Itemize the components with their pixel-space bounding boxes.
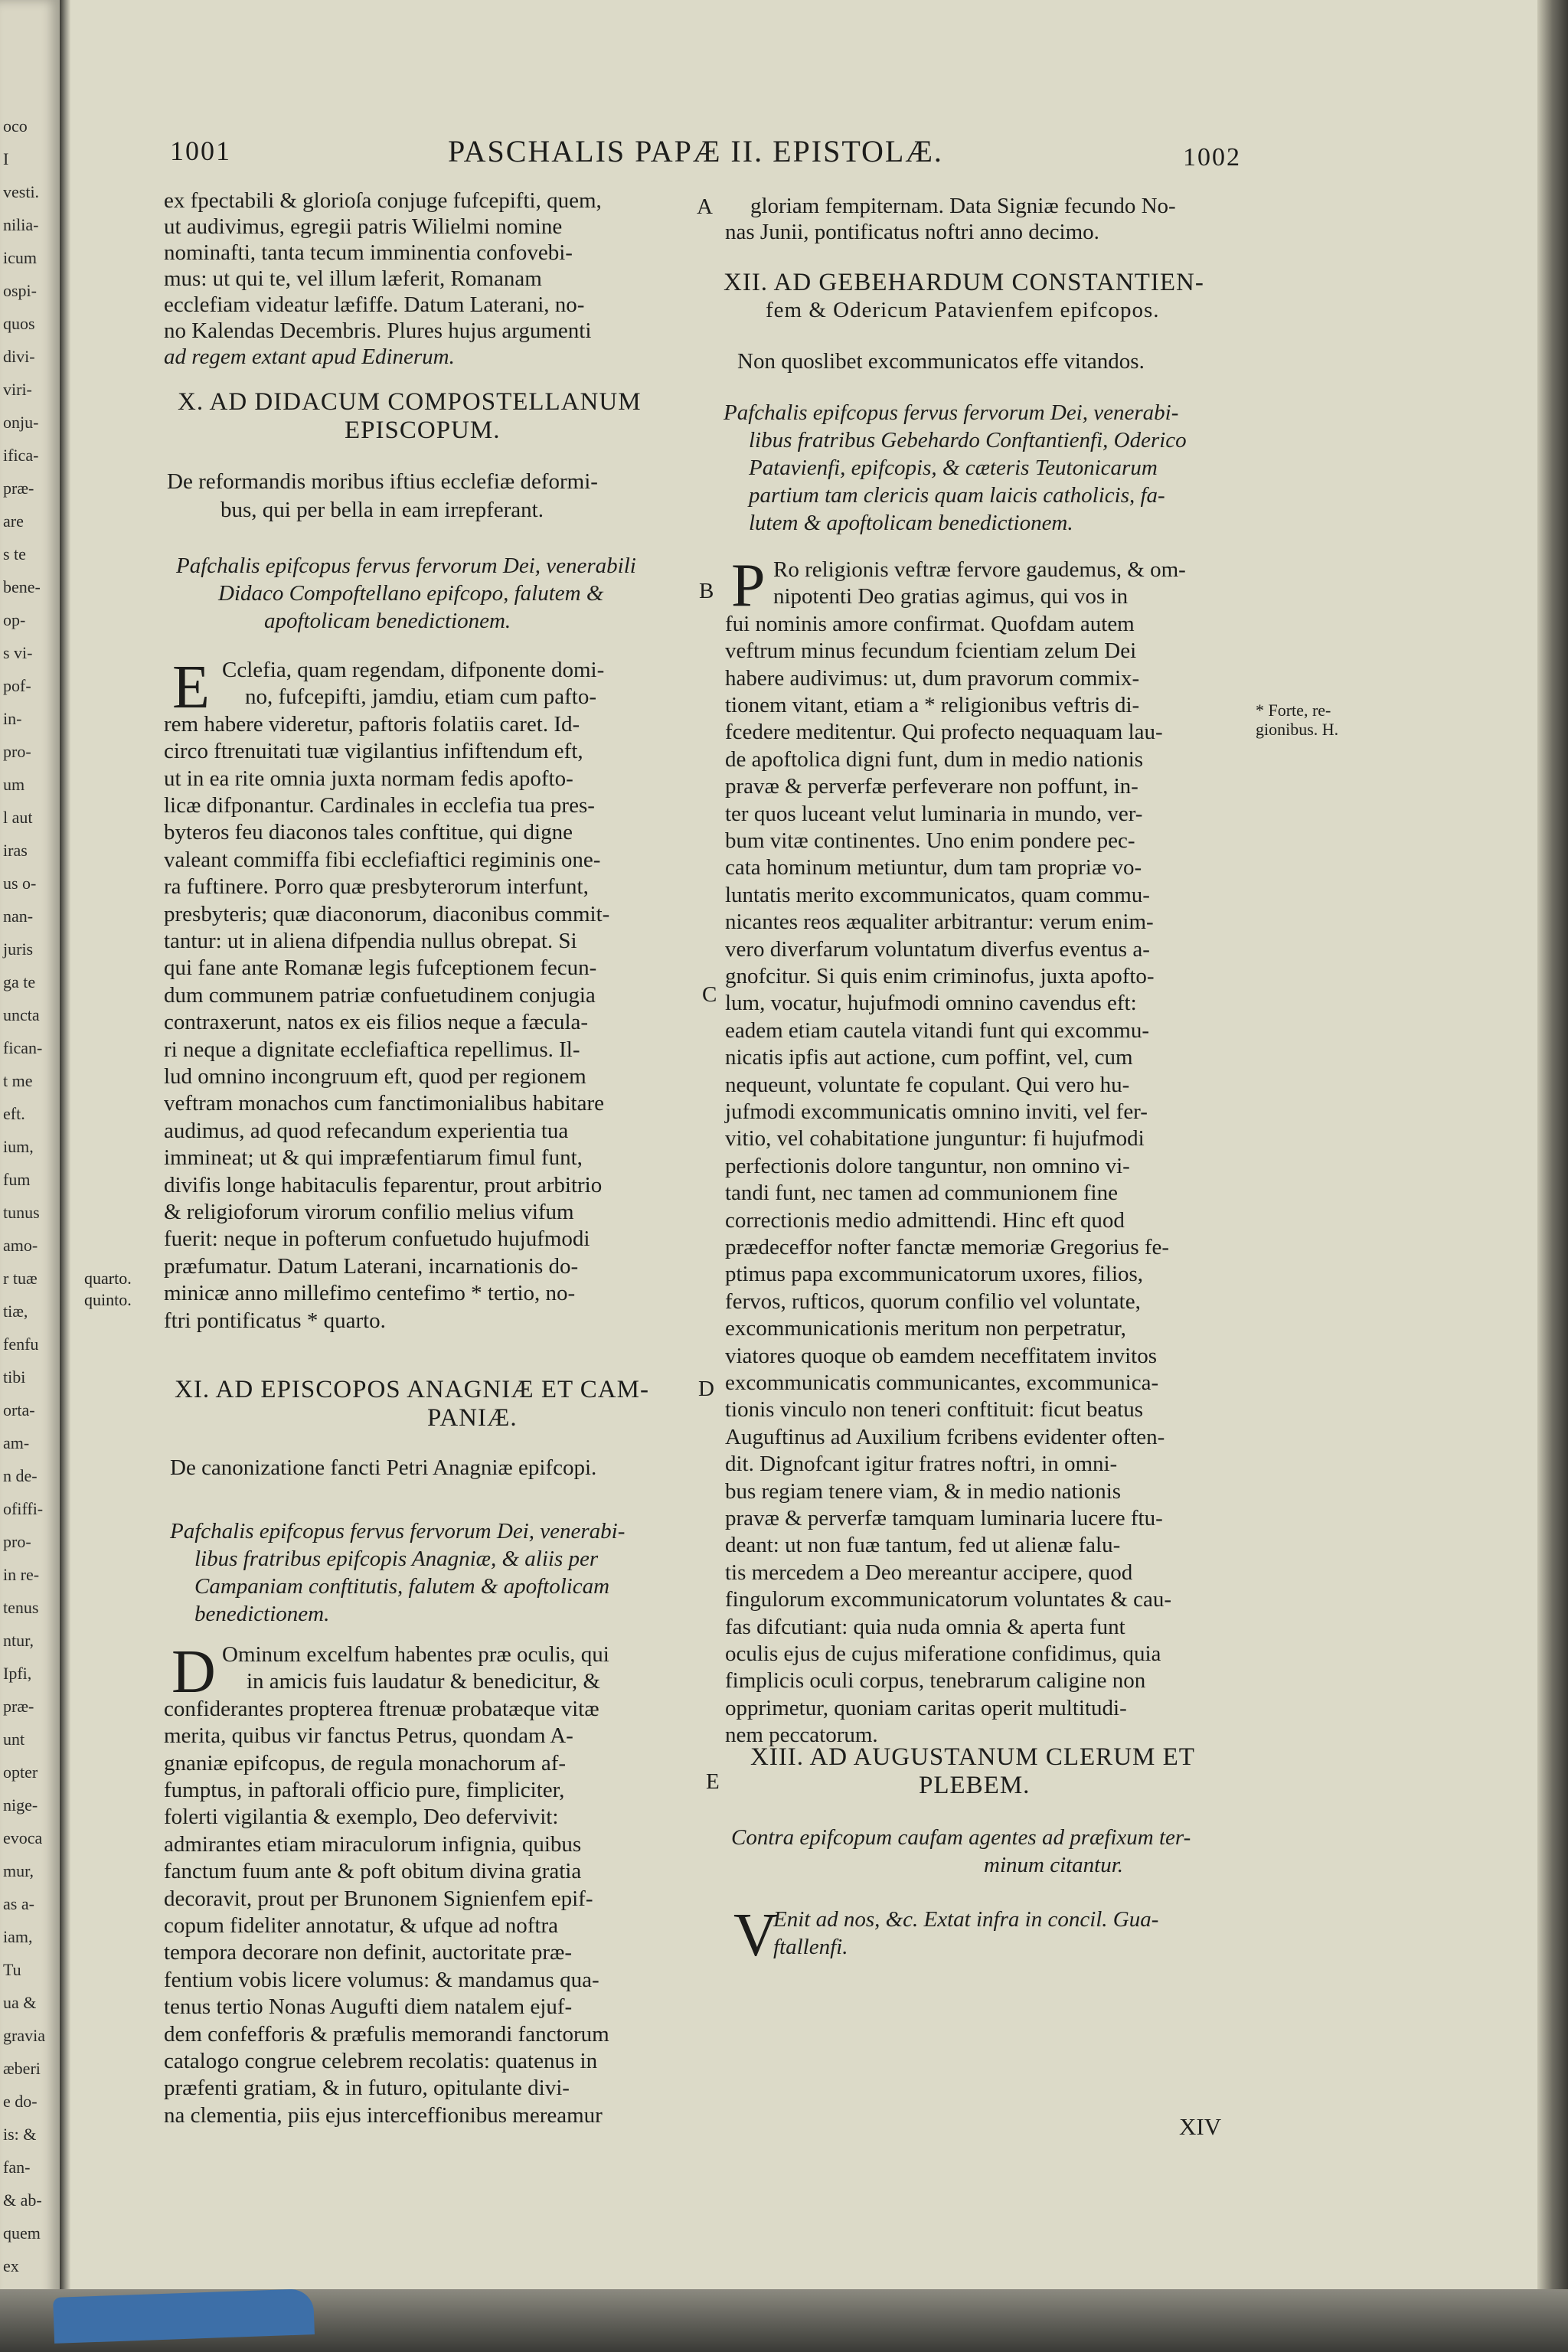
body-line: ter quos luceant velut luminaria in mundo, ver- (725, 801, 1143, 826)
left-page-fragment: ntur, (3, 1631, 34, 1650)
left-page-fragment: nige- (3, 1795, 38, 1815)
left-page-fragment: pro- (3, 1532, 31, 1551)
body-line: confiderantes propterea ftrenuæ probatæque vitæ (164, 1696, 599, 1721)
body-line: Ominum excelfum habentes præ oculis, qui (222, 1642, 609, 1667)
left-page-fragment: pro- (3, 742, 31, 761)
body-line: præfumatur. Datum Laterani, incarnationis do- (164, 1253, 579, 1279)
page-number-right: 1002 (1183, 143, 1241, 172)
body-line: de apoftolica digni funt, dum in medio nationis (725, 746, 1144, 772)
body-line: excommunicationis meritum non perpetratur, (725, 1316, 1126, 1341)
body-line: gnofcitur. Si quis enim criminofus, juxta apofto- (725, 964, 1155, 988)
body-line: bus regiam tenere viam, & in medio nationis (725, 1478, 1122, 1504)
salutation: Pafchalis epifcopus fervus fervorum Dei, venerabi- (170, 1519, 626, 1544)
left-page-fragment: nan- (3, 906, 34, 926)
left-page-fragment: are (3, 511, 24, 531)
body-line: excommunicatis communicantes, excommunica- (725, 1370, 1159, 1395)
left-page-fragment: ua & (3, 1993, 37, 2012)
body-line: presbyteris; quæ diaconorum, diaconibus commit- (164, 901, 610, 926)
body-line: nicantes reos æqualiter arbitrantur: verum enim- (725, 910, 1154, 935)
left-page-fragment: opter (3, 1762, 38, 1782)
section-heading: XI. AD EPISCOPOS ANAGNIÆ ET CAM- (175, 1376, 649, 1403)
body-line: opprimetur, quoniam caritas operit multitudi- (725, 1695, 1127, 1720)
body-line: lum, vocatur, hujufmodi omnino cavendus eft: (725, 991, 1137, 1016)
left-page-fragment: præ- (3, 479, 34, 498)
left-page-fragment: op- (3, 610, 26, 629)
left-page-fragment: quem (3, 2223, 41, 2243)
left-page-fragment: vesti. (3, 182, 40, 201)
body-line: bum vitæ continentes. Uno enim pondere pec- (725, 828, 1135, 853)
blue-bookmark (53, 2288, 315, 2344)
body-line: no, fufcepifti, jamdiu, etiam cum pafto- (245, 684, 597, 710)
body-line: fingulorum excommunicatorum voluntates & cau- (725, 1587, 1172, 1612)
body-line: dum communem patriæ confuetudinem conjugia (164, 982, 596, 1008)
left-page-fragment: s vi- (3, 643, 33, 662)
salutation: Pafchalis epifcopus fervus fervorum Dei, venerabi- (724, 400, 1179, 425)
left-page-fragment: uncta (3, 1005, 40, 1024)
left-page-fragment: evoca (3, 1828, 43, 1847)
left-page-fragment: in re- (3, 1565, 40, 1584)
body-line: Ro religionis veftræ fervore gaudemus, & om- (773, 557, 1186, 582)
left-page-fragment: ifica- (3, 446, 39, 465)
body-line: pravæ & perverfæ tamquam luminaria lucere ftu- (725, 1506, 1163, 1530)
body-line: fentium vobis licere volumus: & mandamus qua- (164, 1967, 599, 1992)
body-line: tionem vitant, etiam a * religionibus veftris di- (725, 693, 1140, 717)
body-line: gloriam fempiternam. Data Signiæ fecundo No- (750, 194, 1176, 218)
page-number-left: 1001 (170, 136, 231, 166)
left-page-fragment: tenus (3, 1598, 39, 1617)
left-page-fragment: ium, (3, 1137, 34, 1156)
left-page-fragment: fenfu (3, 1334, 39, 1354)
section-heading: fem & Odericum Patavienfem epifcopos. (766, 298, 1160, 322)
salutation: Didaco Compoftellano epifcopo, falutem & (218, 581, 604, 606)
body-line: rem habere videretur, paftoris folatiis caret. Id- (164, 711, 580, 737)
body-line: fuerit: neque in pofterum confuetudo hujufmodi (164, 1227, 590, 1252)
section-summary: Contra epifcopum caufam agentes ad præfixum ter- (731, 1825, 1191, 1850)
body-line: Auguftinus ad Auxilium fcribens evidenter often- (725, 1424, 1165, 1449)
left-page-fragment: e do- (3, 2092, 38, 2111)
body-line: fanctum fuum ante & poft obitum divina gratia (164, 1859, 582, 1884)
left-page-fragment: juris (3, 939, 34, 959)
body-line: eadem etiam cautela vitandi funt qui excommu- (725, 1018, 1150, 1043)
body-line: fumptus, in paftorali officio pure, fimpliciter, (164, 1778, 565, 1802)
body-line: tis mercedem a Deo mereantur accipere, quod (725, 1560, 1133, 1585)
left-page-fragment: fum (3, 1170, 31, 1189)
body-line: audimus, ad quod refecandum experientia tua (164, 1118, 569, 1143)
body-line: lud omnino incongruum eft, quod per regionem (164, 1064, 586, 1089)
section-summary: bus, qui per bella in eam irrepferant. (220, 498, 544, 522)
salutation: lutem & apoftolicam benedictionem. (749, 511, 1073, 535)
left-page-fragment: eft. (3, 1104, 25, 1123)
body-line: nicatis ipfis aut actione, cum poffint, vel, cum (725, 1045, 1133, 1070)
body-line: tionis vinculo non teneri conftituit: ficut beatus (725, 1397, 1144, 1423)
body-line: tantur: ut in aliena difpendia nullus obrepat. Si (164, 929, 577, 953)
left-page-fragment: unt (3, 1730, 25, 1749)
body-line: contraxerunt, natos ex eis filios neque a fæcula- (164, 1010, 589, 1035)
body-line: habere audivimus: ut, dum pravorum commix- (725, 665, 1140, 691)
margin-note: quinto. (84, 1290, 132, 1309)
body-line: pravæ & perverfæ perfeverare non poffunt, in- (725, 774, 1138, 799)
left-page-fragment: fican- (3, 1038, 43, 1057)
left-page-fragment: I (3, 149, 9, 168)
left-page-fragment: & ab- (3, 2190, 42, 2210)
body-line: perfectionis dolore tanguntur, non omnino vi- (725, 1153, 1130, 1178)
left-page-fragment: bene- (3, 577, 41, 596)
body-line: fcedere meditentur. Qui profecto nequaquam lau- (725, 720, 1163, 745)
body-line: fui nominis amore confirmat. Quofdam autem (725, 611, 1135, 636)
left-page-fragment: icum (3, 248, 37, 267)
left-page-fragment: amo- (3, 1236, 38, 1255)
body-line: fas difcutiant: quia nuda omnia & aperta funt (725, 1614, 1125, 1639)
left-page-fragment: r tuæ (3, 1269, 38, 1288)
body-line: copum fideliter annotatur, & ufque ad noftra (164, 1913, 559, 1938)
body-line: fimplicis oculi corpus, tenebrarum caligine non (725, 1668, 1146, 1694)
running-title: PASCHALIS PAPÆ II. EPISTOLÆ. (448, 134, 943, 168)
salutation: partium tam clericis quam laicis catholicis, fa- (749, 483, 1165, 508)
body-line: byteros feu diaconos tales conftitue, qui digne (164, 820, 573, 845)
body-line: ptimus papa excommunicatorum uxores, filios, (725, 1262, 1144, 1287)
left-page-fragment: ex (3, 2256, 19, 2275)
body-line: præfenti gratiam, & in futuro, opitulante divi- (164, 2076, 570, 2101)
body-line: qui fane ante Romanæ legis fufceptionem fecun- (164, 956, 597, 981)
salutation: apoftolicam benedictionem. (264, 609, 511, 633)
left-page-fragment: in- (3, 709, 22, 728)
body-line: minicæ anno millefimo centefimo * tertio, no- (164, 1281, 576, 1306)
body-line: merita, quibus vir fanctus Petrus, quondam A- (164, 1723, 573, 1749)
left-page-fragment: divi- (3, 347, 35, 366)
body-line: prædeceffor nofter fanctæ memoriæ Gregorius fe- (725, 1235, 1170, 1259)
left-page-fragment: oco (3, 116, 28, 136)
body-line: tenus tertio Nonas Augufti diem natalem ejuf- (164, 1994, 573, 2020)
body-line: na clementia, piis ejus interceffionibus mereamur (164, 2102, 603, 2128)
left-page-fragment: mur, (3, 1861, 34, 1880)
body-line: mus: ut qui te, vel illum læferit, Romanam (164, 266, 542, 291)
section-summary: De canonizatione fancti Petri Anagniæ epifcopi. (170, 1455, 597, 1480)
left-page-fragment: tibi (3, 1367, 26, 1387)
left-page-fragment: l aut (3, 808, 33, 827)
salutation: Campaniam conftitutis, falutem & apoftolicam (194, 1574, 610, 1599)
section-heading: XII. AD GEBEHARDUM CONSTANTIEN- (724, 269, 1204, 296)
left-page-edge (0, 0, 60, 2352)
body-line: nequeunt, voluntate fe copulant. Qui vero hu- (725, 1072, 1130, 1097)
body-line: cata hominum metiuntur, dum tam propriæ vo- (725, 855, 1142, 880)
left-page-fragment: præ- (3, 1697, 34, 1716)
left-page-fragment: Tu (3, 1960, 21, 1979)
body-line: fervos, rufticos, quorum confilio vel voluntate, (725, 1289, 1141, 1314)
drop-cap: E (172, 654, 210, 721)
body-line: immineat; ut & qui impræfentiarum fimul funt, (164, 1145, 583, 1171)
left-page-fragment: ospi- (3, 281, 37, 300)
body-line: correctionis medio admittendi. Hinc eft quod (725, 1207, 1125, 1233)
section-summary: Non quoslibet excommunicatos effe vitandos. (737, 349, 1145, 374)
body-line: ex fpectabili & glorioſa conjuge fufcepifti, quem, (164, 188, 602, 213)
section-letter: B (699, 579, 714, 603)
left-page-fragment: is: & (3, 2125, 37, 2144)
left-page-fragment: iam, (3, 1927, 33, 1946)
body-line: admirantes etiam miraculorum infignia, quibus (164, 1831, 582, 1857)
body-line: ftri pontificatus * quarto. (164, 1308, 386, 1333)
left-page-fragment: gravia (3, 2026, 45, 2045)
left-page-fragment: Ipfi, (3, 1664, 32, 1683)
body-line: ut in ea rite omnia juxta normam fedis apofto- (164, 766, 573, 791)
section-heading: XIII. AD AUGUSTANUM CLERUM ET (750, 1743, 1195, 1771)
right-page-edge (1537, 0, 1568, 2352)
left-page-fragment: pof- (3, 676, 31, 695)
section-summary: minum citantur. (984, 1853, 1124, 1877)
body-line: jufmodi excommunicatis omnino inviti, vel fer- (725, 1099, 1148, 1124)
left-page-fragment: n de- (3, 1466, 38, 1485)
body-line: ut audivimus, egregii patris Wilielmi nomine (164, 214, 563, 239)
left-page-fragment: fan- (3, 2158, 31, 2177)
body-line: decoravit, prout per Brunonem Signienfem epif- (164, 1886, 593, 1911)
left-page-fragment: nilia- (3, 215, 39, 234)
body-line: nem peccatorum. (725, 1723, 878, 1748)
body-line: ri neque a dignitate ecclefiaftica repellimus. Il- (164, 1037, 580, 1062)
body-line: viatores quoque ob eamdem neceffitatem invitos (725, 1343, 1157, 1368)
body-line: vero diverfarum voluntatum diverfus eventus a- (725, 936, 1150, 962)
body-line: nominafti, tanta tecum imminentia confovebi- (164, 240, 573, 265)
body-line: folerti vigilantia & exemplo, Deo defervivit: (164, 1805, 559, 1830)
book-gutter (60, 0, 70, 2352)
body-line: luntatis merito excommunicatos, quam commu- (725, 882, 1150, 907)
left-page-fragment: am- (3, 1433, 30, 1452)
body-line: nas Junii, pontificatus noftri anno decimo. (725, 220, 1099, 244)
salutation: Pafchalis epifcopus fervus fervorum Dei, venerabili (176, 554, 636, 578)
left-page-fragment: s te (3, 544, 26, 564)
body-line: oculis ejus de cujus miferatione confidimus, quia (725, 1642, 1161, 1666)
drop-cap: V (733, 1902, 778, 1969)
body-line: ad regem extant apud Edinerum. (164, 345, 455, 369)
section-letter: D (698, 1377, 714, 1401)
body-line: valeant commiffa fibi ecclefiaftici regiminis one- (164, 847, 601, 872)
body-line: ftallenfi. (773, 1935, 848, 1959)
left-page-fragment: iras (3, 841, 28, 860)
left-page-fragment: um (3, 775, 25, 794)
margin-note: * Forte, re- (1256, 701, 1331, 720)
body-line: veftrum minus fecundum fcientiam zelum Dei (725, 639, 1137, 664)
section-summary: De reformandis moribus iftius ecclefiæ deformi- (167, 469, 598, 494)
body-line: circo ftrenuitati tuæ vigilantius infiftendum eft, (164, 739, 583, 764)
body-line: tandi funt, nec tamen ad communionem fine (725, 1181, 1118, 1206)
body-line: ra fuftinere. Porro quæ presbyterorum interfunt, (164, 874, 589, 900)
left-page-fragment: viri- (3, 380, 32, 399)
body-line: dit. Dignofcant igitur fratres noftri, in omni- (725, 1452, 1118, 1477)
left-page-fragment: tiæ, (3, 1302, 28, 1321)
left-page-fragment: t me (3, 1071, 33, 1090)
drop-cap: P (731, 552, 766, 619)
left-page-fragment: quos (3, 314, 35, 333)
body-line: catalogo congrue celebrem recolatis: quatenus in (164, 2049, 598, 2073)
body-line: no Kalendas Decembris. Plures hujus argumenti (164, 318, 592, 343)
salutation: Patavienfi, epifcopis, & cæteris Teutonicarum (749, 456, 1158, 480)
body-line: vitio, vel cohabitatione junguntur: fi hujufmodi (725, 1126, 1145, 1152)
salutation: libus fratribus Gebehardo Conftantienfi, Oderico (749, 428, 1187, 452)
left-page-fragment: as a- (3, 1894, 34, 1913)
signature-mark: XIV (1179, 2113, 1222, 2140)
body-line: deant: ut non fuæ tantum, fed ut alienæ falu- (725, 1533, 1121, 1558)
drop-cap: D (172, 1638, 216, 1706)
body-line: Cclefia, quam regendam, difponente domi- (222, 658, 605, 682)
body-line: dem confefforis & præfulis memorandi fanctorum (164, 2021, 609, 2047)
left-page-fragment: onju- (3, 413, 39, 432)
section-letter: A (697, 194, 713, 219)
body-line: Enit ad nos, &c. Extat infra in concil. Gua- (773, 1907, 1159, 1932)
left-page-fragment: æberi (3, 2059, 41, 2078)
left-page-fragment: ofiffi- (3, 1499, 44, 1518)
margin-note: gionibus. H. (1256, 720, 1339, 739)
section-letter: C (702, 982, 717, 1007)
left-page-fragment: tunus (3, 1203, 40, 1222)
section-heading: PLEBEM. (919, 1772, 1031, 1799)
body-line: nipotenti Deo gratias agimus, qui vos in (773, 584, 1129, 609)
section-heading: PANIÆ. (427, 1404, 518, 1432)
salutation: libus fratribus epifcopis Anagniæ, & aliis per (194, 1547, 599, 1571)
left-page-fragment: us o- (3, 874, 37, 893)
body-line: divifis longe habitaculis feparentur, prout arbitrio (164, 1172, 603, 1197)
salutation: benedictionem. (194, 1602, 330, 1626)
body-line: ecclefiam videatur læfiffe. Datum Laterani, no- (164, 292, 585, 317)
body-line: & religioforum virorum confilio melius vifum (164, 1200, 574, 1224)
body-line: licæ difponantur. Cardinales in ecclefia tua pres- (164, 793, 595, 818)
margin-note: quarto. (84, 1269, 132, 1288)
left-page-fragment: ga te (3, 972, 36, 991)
body-line: tempora decorare non definit, auctoritate præ- (164, 1940, 573, 1965)
body-line: veftram monachos cum fanctimonialibus habitare (164, 1091, 604, 1116)
left-page-fragment: orta- (3, 1400, 35, 1419)
body-line: in amicis fuis laudatur & benedicitur, & (247, 1669, 600, 1694)
body-line: gnaniæ epifcopus, de regula monachorum af- (164, 1750, 567, 1775)
section-letter: E (706, 1769, 720, 1794)
